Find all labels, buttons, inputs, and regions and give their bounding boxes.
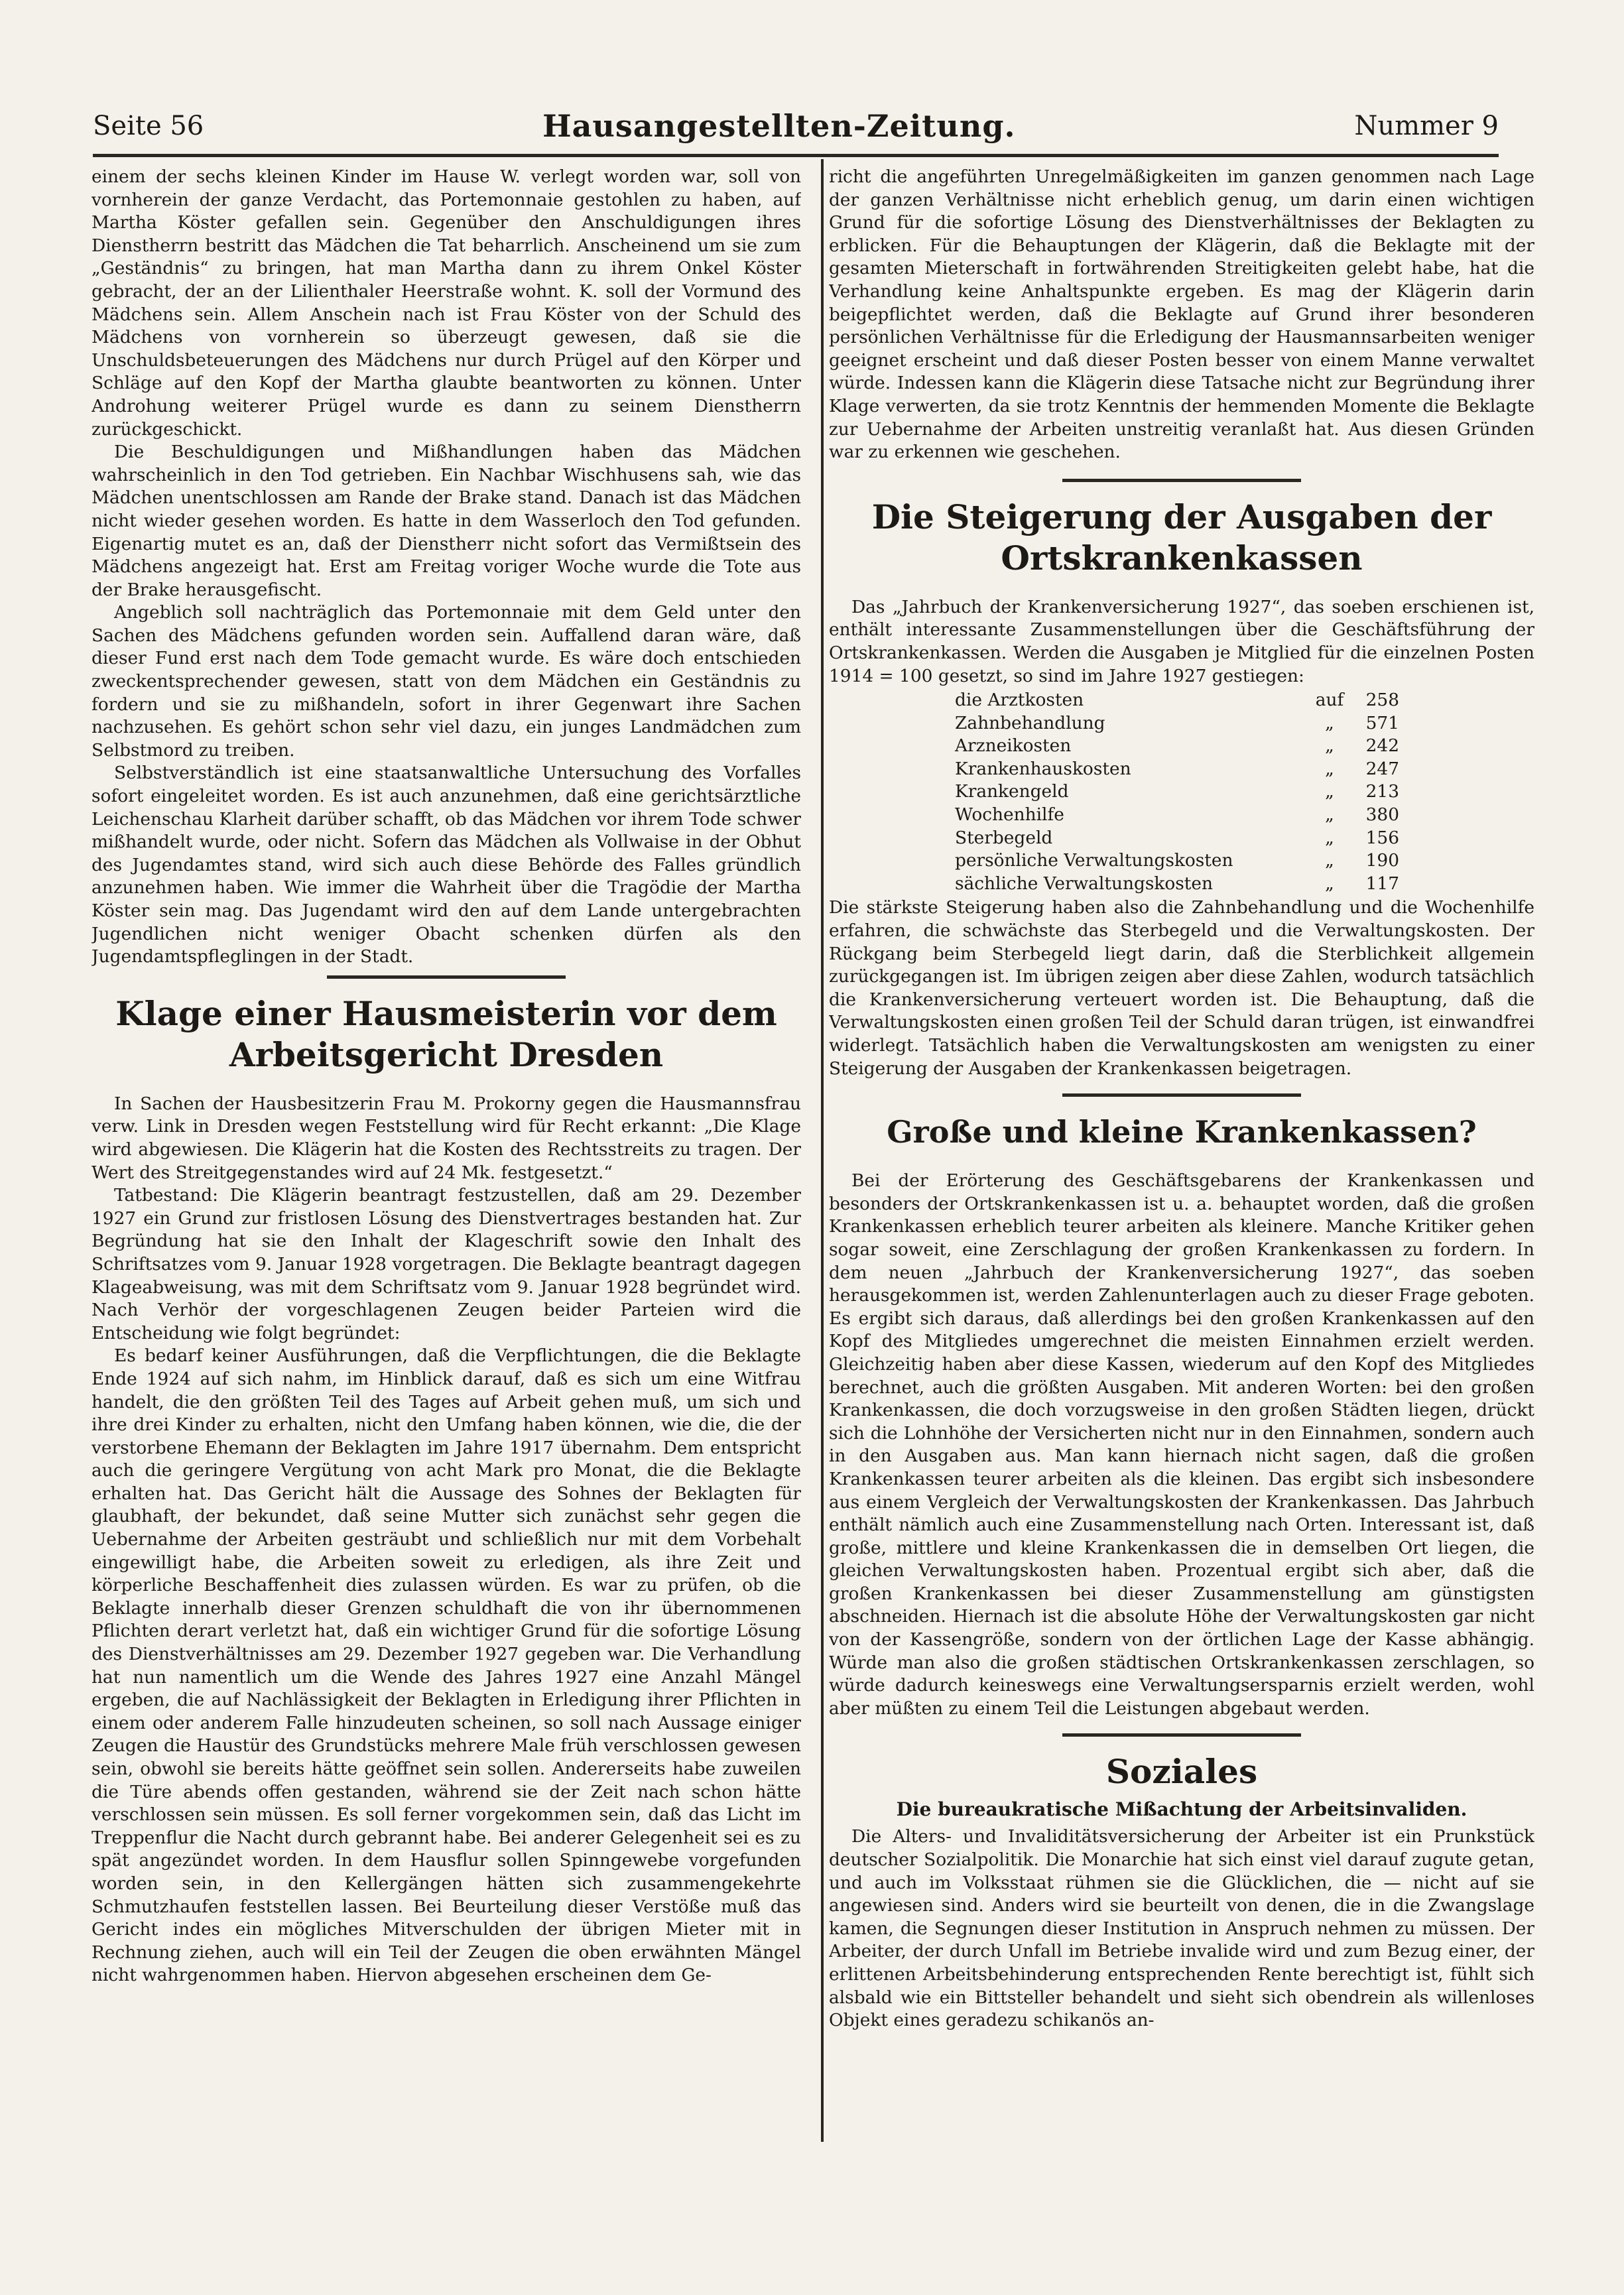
section-divider <box>1062 1093 1301 1097</box>
cost-item: Krankenhauskosten <box>955 758 1131 779</box>
cost-row <box>955 758 1399 781</box>
column-rule <box>821 159 824 2142</box>
cost-item: Sterbegeld <box>955 827 1053 848</box>
article-heading: Klage einer Hausmeisterin vor dem Arbeitsgericht Dresden <box>115 993 777 1074</box>
cost-item: die Arztkosten <box>955 690 1084 711</box>
article-subheading: Die bureaukratische Mißachtung der Arbeitsinvaliden. <box>896 1798 1468 1821</box>
page-header <box>93 99 1499 153</box>
section-heading: Soziales <box>1105 1752 1258 1792</box>
issue-number: Nummer 9 <box>1354 111 1499 141</box>
article-paragraph: Die stärkste Steigerung haben also die Zahnbehandlung und die Wochenhilfe erfahren, die schwächste das Sterbegeld und die Verwaltungskosten. Der Rückgang beim Sterbegeld liegt darin, daß die Sterblichkeit allgemein zurückgegangen ist. Im übrigen zeigen aber diese Zahlen, wodurch tatsächlich die Krankenversicherung verteuert worden ist. Die Behauptung, daß die Verwaltungskosten einen großen Teil der Schuld daran trügen, ist einwandfrei widerlegt. Tatsächlich haben die Verwaltungskosten am wenigsten zu einer Steigerung der Ausgaben der Krankenkassen beigetragen. <box>829 897 1534 1079</box>
article-paragraph: einem der sechs kleinen Kinder im Hause W. verlegt worden war, soll von vornherein der ganze Verdacht, das Portemonnaie gestohlen zu haben, auf Martha Köster gefallen sein. Gegenüber den Anschuldigungen ihres Dienstherrn bestritt das Mädchen die Tat beharrlich. Anscheinend um sie zum „Geständnis“ zu bringen, hat man Martha dann zu ihrem Onkel Köster gebracht, der an der Lilienthaler Heerstraße wohnt. K. soll der Vormund des Mädchens sein. Allem Anschein nach ist Frau Köster von der Schuld des Mädchens von vornherein so überzeugt gewesen, daß sie die Unschuldsbeteuerungen des Mädchens nur durch Prügel auf den Körper und Schläge auf den Kopf der Martha glaubte beantworten zu können. Unter Androhung weiterer Prügel wurde es dann zu seinem Dienstherrn zurückgeschickt. <box>92 166 801 440</box>
cost-mark: „ <box>1325 735 1334 757</box>
cost-mark: „ <box>1325 827 1334 848</box>
section-divider <box>1062 1733 1301 1737</box>
cost-row <box>955 827 1399 850</box>
cost-item: persönliche Verwaltungskosten <box>955 850 1233 871</box>
page-number: Seite 56 <box>93 111 204 141</box>
cost-mark: „ <box>1325 850 1334 871</box>
article-paragraph: Das „Jahrbuch der Krankenversicherung 1927“, das soeben erschienen ist, enthält interessante Zusammenstellungen über die Geschäftsführung der Ortskrankenkassen. Werden die Ausgaben je Mitglied für die einzelnen Posten 1914 = 100 gesetzt, so sind im Jahre 1927 gestiegen: <box>829 596 1534 686</box>
section-divider <box>1062 479 1301 482</box>
cost-item: Zahnbehandlung <box>955 712 1105 733</box>
cost-val: 258 <box>1365 690 1399 711</box>
cost-mark: auf <box>1315 690 1344 711</box>
header-rule <box>93 154 1499 157</box>
article-heading: Große und kleine Krankenkassen? <box>887 1114 1477 1150</box>
article-paragraph: Die Beschuldigungen und Mißhandlungen haben das Mädchen wahrscheinlich in den Tod getrieben. Ein Nachbar Wischhusens sah, wie das Mädchen unentschlossen am Rande der Brake stand. Danach ist das Mädchen nicht wieder gesehen worden. Es hatte in dem Wasserloch den Tod gefunden. Eigenartig mutet es an, daß der Dienstherr nicht sofort das Vermißtsein des Mädchens angezeigt hat. Erst am Freitag voriger Woche wurde die Tote aus der Brake herausgefischt. <box>92 442 801 600</box>
cost-table <box>955 689 1399 895</box>
cost-mark: „ <box>1325 804 1334 826</box>
right-column <box>829 166 1534 2182</box>
cost-row <box>955 804 1399 827</box>
article-paragraph: Bei der Erörterung des Geschäftsgebarens der Krankenkassen und besonders der Ortskrankenkassen ist u. a. behauptet worden, daß die großen Krankenkassen erheblich teurer arbeiten als kleinere. Manche Kritiker gehen sogar soweit, eine Zerschlagung der großen Krankenkassen zu fordern. In dem neuen „Jahrbuch der Krankenversicherung 1927“, das soeben herausgekommen ist, werden Zahlenunterlagen auch zu dieser Frage geboten. Es ergibt sich daraus, daß allerdings bei den großen Krankenkassen auf den Kopf des Mitgliedes umgerechnet die meisten Einnahmen erzielt werden. Gleichzeitig haben aber diese Kassen, wiederum auf den Kopf des Mitgliedes berechnet, auch die größten Ausgaben. Mit anderen Worten: bei den großen Krankenkassen, die doch vorzugsweise in den großen Städten liegen, drückt sich die Lohnhöhe der Versicherten nicht nur in den Einnahmen, sondern auch in den Ausgaben aus. Man kann hiernach nicht sagen, daß die großen Krankenkassen teurer arbeiten als die kleinen. Das ergibt sich insbesondere aus einem Vergleich der Verwaltungskosten der Krankenkassen. Das Jahrbuch enthält nämlich auch eine Zusammenstellung nach Orten. Interessant ist, daß große, mittlere und kleine Krankenkassen die in demselben Ort liegen, die gleichen Verwaltungskosten haben. Prozentual ergibt sich aber, daß die großen Krankenkassen bei dieser Zusammenstellung am günstigsten abschneiden. Hiernach ist die absolute Höhe der Verwaltungskosten gar nicht von der Kassengröße, sondern von der örtlichen Lage der Kasse abhängig. Würde man also die großen städtischen Ortskrankenkassen zerschlagen, so würde dadurch keineswegs eine Verwaltungsersparnis erzielt werden, wohl aber müßten zu einem Teil die Leistungen abgebaut werden. <box>829 1170 1534 1719</box>
left-column <box>92 166 801 2182</box>
cost-row <box>955 873 1399 896</box>
cost-mark: „ <box>1325 873 1334 894</box>
article-paragraph: Tatbestand: Die Klägerin beantragt festzustellen, daß am 29. Dezember 1927 ein Grund zur fristlosen Lösung des Dienstvertrages bestanden hat. Zur Begründung hat sie den Inhalt der Klageschrift sowie den Inhalt des Schriftsatzes vom 9. Januar 1928 vorgetragen. Die Beklagte beantragt dagegen Klageabweisung, was mit dem Schriftsatz vom 9. Januar 1928 begründet wird. Nach Verhör der vorgeschlagenen Zeugen beider Parteien wird die Entscheidung wie folgt begründet: <box>92 1185 801 1343</box>
cost-item: Krankengeld <box>955 781 1069 802</box>
cost-mark: „ <box>1325 781 1334 802</box>
cost-val: 190 <box>1365 850 1399 871</box>
cost-row <box>955 849 1399 873</box>
cost-item: sächliche Verwaltungskosten <box>955 873 1214 894</box>
article-paragraph: Selbstverständlich ist eine staatsanwaltliche Untersuchung des Vorfalles sofort eingeleitet worden. Es ist auch anzunehmen, daß eine gerichtsärztliche Leichenschau Klarheit darüber schafft, ob das Mädchen vor ihrem Tode schwer mißhandelt wurde, oder nicht. Sofern das Mädchen als Vollwaise in der Obhut des Jugendamtes stand, wird sich auch diese Behörde des Falles gründlich anzunehmen haben. Wie immer die Wahrheit über die Tragödie der Martha Köster sein mag. Das Jugendamt wird den auf dem Lande untergebrachten Jugendlichen nicht weniger Obacht schenken dürfen als den Jugendamtspfleglingen in der Stadt. <box>92 763 801 967</box>
newspaper-title: Hausangestellten-Zeitung. <box>542 108 1016 144</box>
cost-val: 156 <box>1365 827 1399 848</box>
cost-val: 213 <box>1365 781 1399 802</box>
cost-val: 571 <box>1365 712 1399 733</box>
cost-row <box>955 735 1399 758</box>
cost-row <box>955 780 1399 804</box>
cost-item: Wochenhilfe <box>955 804 1064 826</box>
article-heading: Die Steigerung der Ausgaben der Ortskrankenkassen <box>871 497 1492 578</box>
article-paragraph: richt die angeführten Unregelmäßigkeiten im ganzen genommen nach Lage der ganzen Verhältnisse nicht erheblich genug, um darin einen wichtigen Grund für die sofortige Lösung des Dienstverhältnisses der Beklagten zu erblicken. Für die Behauptungen der Klägerin, daß die Beklagte mit der gesamten Mieterschaft in fortwährenden Streitigkeiten gelebt habe, hat die Verhandlung keine Anhaltspunkte ergeben. Es mag der Klägerin darin beigepflichtet werden, daß die Beklagte auf Grund ihrer besonderen persönlichen Verhältnisse für die Erledigung der Hausmannsarbeiten weniger geeignet erscheint und daß dieser Posten besser von einem Manne verwaltet würde. Indessen kann die Klägerin diese Tatsache nicht zur Begründung ihrer Klage verwerten, da sie trotz Kenntnis der hemmenden Momente die Beklagte zur Uebernahme der Arbeiten unstreitig veranlaßt hat. Aus diesen Gründen war zu erkennen wie geschehen. <box>829 166 1534 463</box>
cost-val: 247 <box>1365 758 1399 779</box>
cost-val: 242 <box>1365 735 1399 757</box>
cost-mark: „ <box>1325 758 1334 779</box>
cost-mark: „ <box>1325 712 1334 733</box>
article-paragraph: Die Alters- und Invaliditätsversicherung der Arbeiter ist ein Prunkstück deutscher Sozialpolitik. Die Monarchie hat sich einst viel darauf zugute getan, und auch im Volksstaat rühmen sie die Glücklichen, die — nicht auf sie angewiesen sind. Anders wird sie beurteilt von denen, die in die Zwangslage kamen, die Segnungen dieser Institution in Anspruch nehmen zu müssen. Der Arbeiter, der durch Unfall im Betriebe invalide wird und zum Bezug einer, der erlittenen Arbeitsbehinderung entsprechenden Rente berechtigt ist, fühlt sich alsbald wie ein Bittsteller behandelt und sieht sich obendrein als willenloses Objekt eines geradezu schikanös an- <box>829 1826 1534 2031</box>
cost-val: 380 <box>1365 804 1399 826</box>
cost-val: 117 <box>1365 873 1399 894</box>
cost-row <box>955 689 1399 712</box>
article-paragraph: Angeblich soll nachträglich das Portemonnaie mit dem Geld unter den Sachen des Mädchens gefunden worden sein. Auffallend daran wäre, daß dieser Fund erst nach dem Tode gemacht wurde. Es wäre doch entschieden zweckentsprechender gewesen, statt von dem Mädchen ein Geständnis zu fordern und sie zu mißhandeln, sofort in ihrer Gegenwart ihre Sachen nachzusehen. Es gehört schon sehr viel dazu, ein junges Landmädchen zum Selbstmord zu treiben. <box>92 602 801 761</box>
section-divider <box>327 975 566 979</box>
article-paragraph: Es bedarf keiner Ausführungen, daß die Verpflichtungen, die die Beklagte Ende 1924 auf sich nahm, im Hinblick darauf, daß es sich um eine Witfrau handelt, die den größten Teil des Tages auf Arbeit gehen muß, um sich und ihre drei Kinder zu erhalten, nicht den Umfang haben können, wie die, die der verstorbene Ehemann der Beklagten im Jahre 1917 übernahm. Dem entspricht auch die geringere Vergütung von acht Mark pro Monat, die die Beklagte erhalten hat. Das Gericht hält die Aussage des Sohnes der Beklagten für glaubhaft, der bekundet, daß seine Mutter sich zunächst sehr gegen die Uebernahme der Arbeiten gesträubt und schließlich nur mit dem Vorbehalt eingewilligt habe, die Arbeiten soweit zu erledigen, als ihre Zeit und körperliche Beschaffenheit dies zulassen würden. Es war zu prüfen, ob die Beklagte innerhalb dieser Grenzen schuldhaft die von ihr übernommenen Pflichten derart verletzt hat, daß ein wichtiger Grund für die sofortige Lösung des Dienstverhältnisses am 29. Dezember 1927 gegeben war. Die Verhandlung hat nun namentlich um die Wende des Jahres 1927 eine Anzahl Mängel ergeben, die auf Nachlässigkeit der Beklagten in Erledigung ihrer Pflichten in einem oder anderem Falle hinzudeuten scheinen, so soll nach Aussage einiger Zeugen die Haustür des Grundstücks mehrere Male früh verschlossen gewesen sein, obwohl sie bereits hätte geöffnet sein sollen. Andererseits habe zuweilen die Türe abends offen gestanden, während sie der Zeit nach schon hätte verschlossen sein müssen. Es soll ferner vorgekommen sein, daß das Licht im Treppenflur die Nacht durch gebrannt habe. Bei anderer Gelegenheit sei es zu spät angezündet worden. In dem Hausflur sollen Spinngewebe vorgefunden worden sein, in den Kellergängen hätten sich zusammengekehrte Schmutzhaufen feststellen lassen. Bei Beurteilung dieser Verstöße muß das Gericht indes ein mögliches Mitverschulden der übrigen Mieter mit in Rechnung ziehen, auch will ein Teil der Zeugen die oben erwähnten Mängel nicht wahrgenommen haben. Hiervon abgesehen erscheinen dem Ge- <box>92 1345 801 1986</box>
cost-item: Arzneikosten <box>955 735 1072 757</box>
cost-row <box>955 712 1399 735</box>
article-paragraph: In Sachen der Hausbesitzerin Frau M. Prokorny gegen die Hausmannsfrau verw. Link in Dresden wegen Feststellung wird für Recht erkannt: „Die Klage wird abgewiesen. Die Klägerin hat die Kosten des Rechtsstreits zu tragen. Der Wert des Streitgegenstandes wird auf 24 Mk. festgesetzt.“ <box>92 1093 801 1183</box>
